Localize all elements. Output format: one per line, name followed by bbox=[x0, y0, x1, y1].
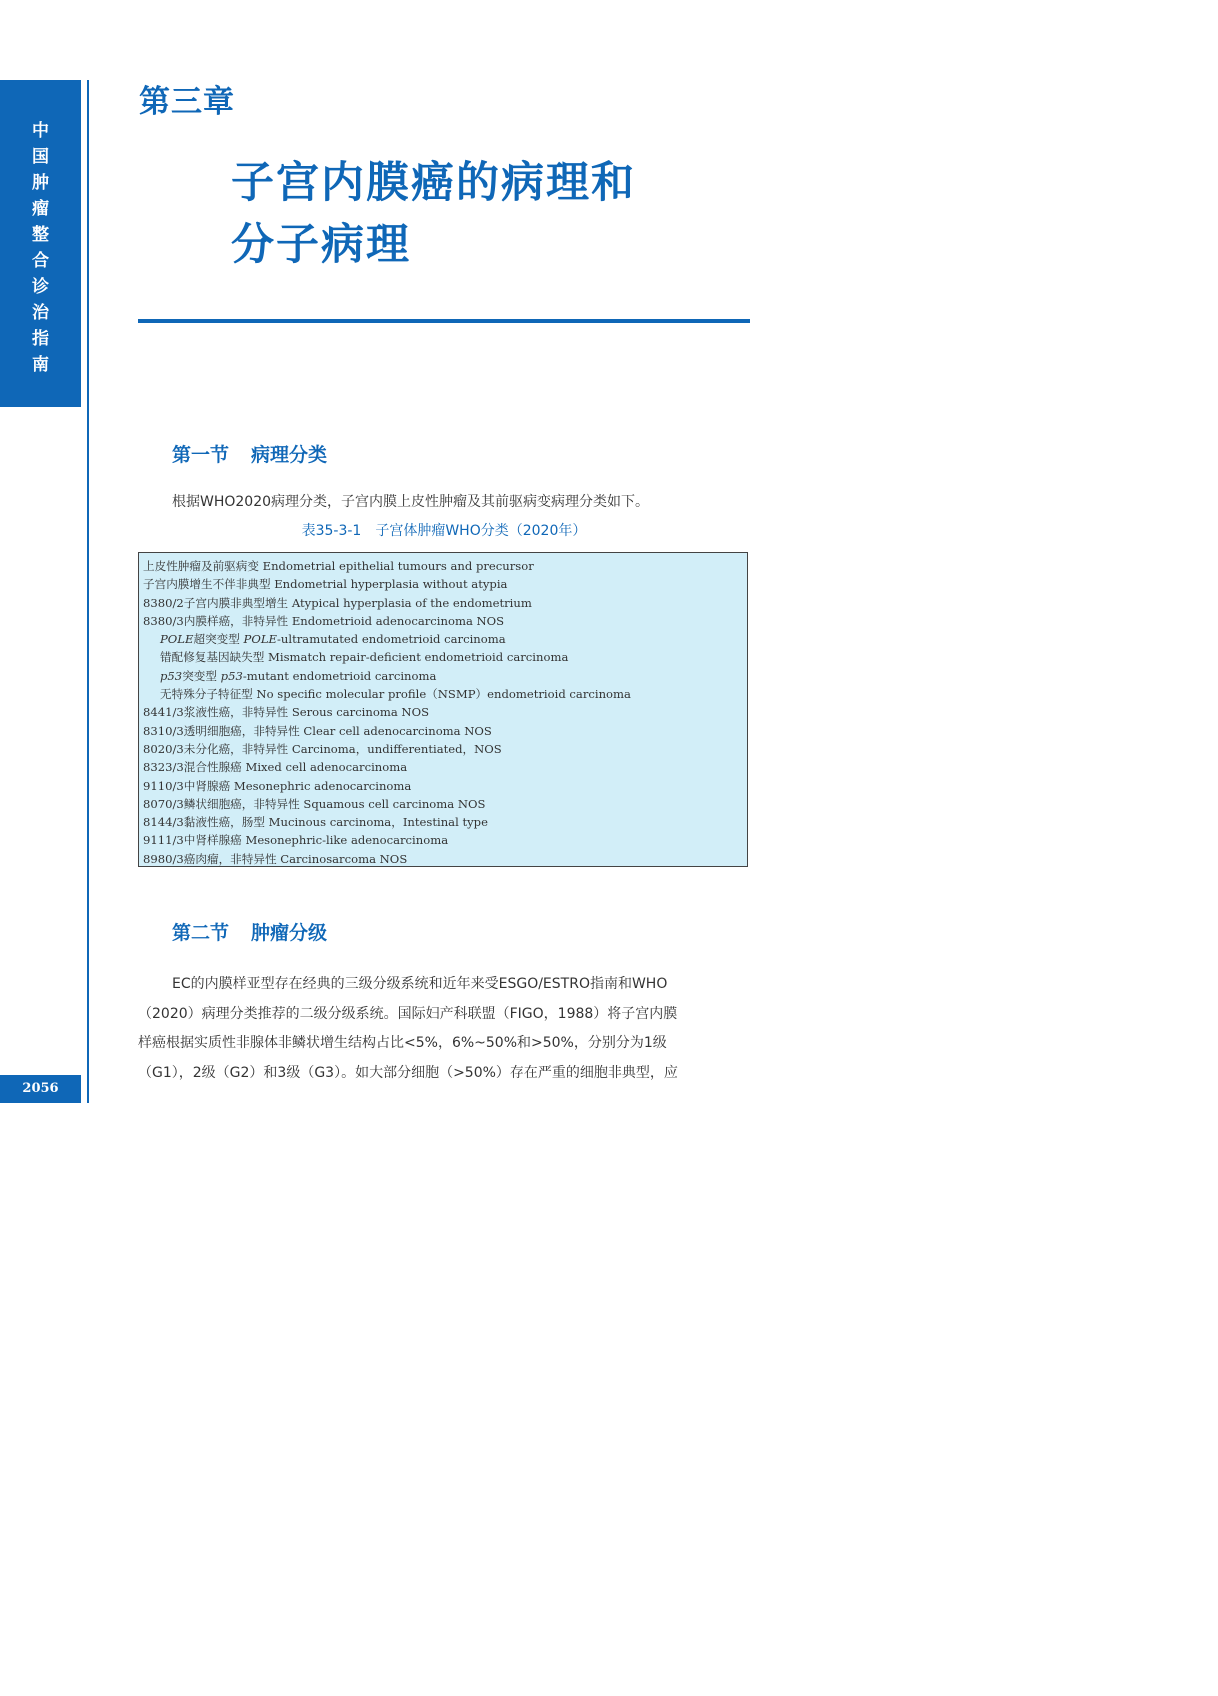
table-row bbox=[143, 667, 747, 685]
section-heading bbox=[172, 440, 327, 467]
page-number: 2056 bbox=[0, 1075, 81, 1103]
chapter-title bbox=[231, 152, 751, 276]
side-tab-char: 整 bbox=[32, 225, 49, 245]
table-row: 错配修复基因缺失型 Mismatch repair-deficient endometrioid carcinoma bbox=[160, 650, 569, 665]
chapter-title-line: 分子病理 bbox=[231, 220, 411, 270]
side-tab-book-title bbox=[0, 118, 81, 378]
row-text: -mutant endometrioid carcinoma bbox=[242, 668, 437, 683]
table-row: 8380/3内膜样癌，非特异性 Endometrioid adenocarcinoma NOS bbox=[143, 613, 505, 628]
table-row: 8980/3癌肉瘤，非特异性 Carcinosarcoma NOS bbox=[143, 851, 408, 866]
gene-name: POLE bbox=[160, 632, 194, 647]
table-row: 8441/3浆液性癌，非特异性 Serous carcinoma NOS bbox=[143, 705, 430, 720]
table-row: 8144/3黏液性癌，肠型 Mucinous carcinoma，Intestinal type bbox=[143, 815, 488, 830]
side-tab-char: 国 bbox=[32, 147, 49, 167]
body-line: （2020）病理分类推荐的二级分级系统。国际妇产科联盟（FIGO，1988）将子宫内膜 bbox=[138, 1005, 678, 1022]
body-line: 样癌根据实质性非腺体非鳞状增生结构占比<5%，6%~50%和>50%，分别分为1级 bbox=[138, 1035, 667, 1051]
table-row: 上皮性肿瘤及前驱病变 Endometrial epithelial tumours and precursor bbox=[143, 559, 534, 573]
side-rule bbox=[87, 80, 89, 1103]
title-divider bbox=[138, 319, 750, 323]
side-tab-char: 诊 bbox=[32, 277, 49, 297]
side-tab-char: 合 bbox=[32, 251, 49, 271]
gene-name: POLE bbox=[243, 632, 277, 647]
side-tab-char: 治 bbox=[32, 303, 49, 323]
gene-name: p53 bbox=[220, 668, 243, 683]
side-tab-char: 指 bbox=[32, 329, 49, 349]
section-number: 第一节 bbox=[172, 444, 230, 466]
table-row: 8323/3混合性腺癌 Mixed cell adenocarcinoma bbox=[143, 760, 408, 775]
row-text: 突变型 bbox=[182, 668, 221, 683]
table-row: 9111/3中肾样腺癌 Mesonephric-like adenocarcinoma bbox=[143, 833, 449, 848]
table-row: 8380/2子宫内膜非典型增生 Atypical hyperplasia of the endometrium bbox=[143, 595, 532, 610]
gene-name: p53 bbox=[160, 668, 183, 683]
section-title: 肿瘤分级 bbox=[251, 922, 328, 944]
intro-paragraph: 根据WHO2020病理分类，子宫内膜上皮性肿瘤及其前驱病变病理分类如下。 bbox=[172, 494, 650, 510]
table-row: 9110/3中肾腺癌 Mesonephric adenocarcinoma bbox=[143, 778, 412, 793]
side-tab-char: 肿 bbox=[32, 173, 49, 193]
side-tab-char: 中 bbox=[32, 121, 49, 141]
section-title: 病理分类 bbox=[251, 444, 328, 466]
table-row: 无特殊分子特征型 No specific molecular profile（NSMP）endometrioid carcinoma bbox=[160, 687, 631, 702]
table-caption: 表35-3-1 子宫体肿瘤WHO分类（2020年） bbox=[301, 523, 587, 539]
row-text: 超突变型 bbox=[193, 632, 244, 647]
table-row: 8070/3鳞状细胞癌，非特异性 Squamous cell carcinoma NOS bbox=[143, 796, 486, 811]
side-tab-char: 南 bbox=[32, 355, 49, 375]
chapter-label: 第三章 bbox=[139, 84, 235, 120]
body-paragraph bbox=[138, 970, 750, 1088]
side-tab bbox=[0, 80, 81, 407]
chapter-title-line: 子宫内膜癌的病理和 bbox=[231, 158, 636, 208]
row-text: -ultramutated endometrioid carcinoma bbox=[277, 632, 506, 647]
table-row: 子宫内膜增生不伴非典型 Endometrial hyperplasia without atypia bbox=[143, 577, 508, 592]
body-line: EC的内膜样亚型存在经典的三级分级系统和近年来受ESGO/ESTRO指南和WHO bbox=[172, 976, 668, 992]
table-row: 8020/3未分化癌，非特异性 Carcinoma，undifferentiated，NOS bbox=[143, 741, 502, 756]
side-tab-char: 瘤 bbox=[32, 199, 49, 219]
section-heading bbox=[172, 918, 327, 945]
who-classification-table bbox=[138, 552, 748, 867]
section-number: 第二节 bbox=[172, 922, 230, 944]
body-line: （G1），2级（G2）和3级（G3）。如大部分细胞（>50%）存在严重的细胞非典型，应 bbox=[138, 1064, 678, 1081]
table-row bbox=[143, 630, 747, 648]
table-row: 8310/3透明细胞癌，非特异性 Clear cell adenocarcinoma NOS bbox=[143, 723, 492, 738]
